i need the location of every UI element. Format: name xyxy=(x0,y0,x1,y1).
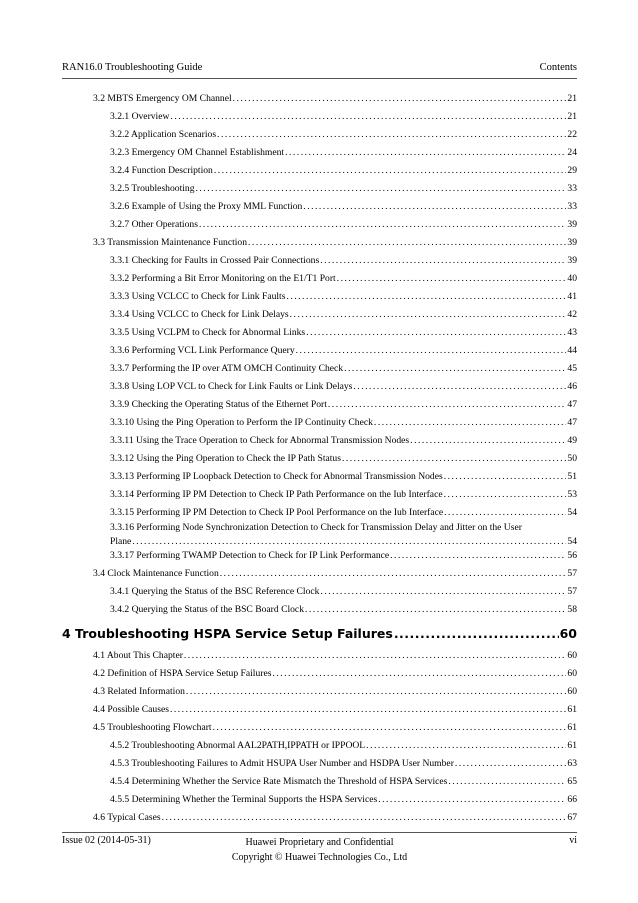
toc-entry-title: 3.2.7 Other Operations xyxy=(110,219,198,230)
toc-entry-page: 40 xyxy=(567,273,577,284)
toc-entry-page: 49 xyxy=(567,435,577,446)
toc-entry-page: 22 xyxy=(567,129,577,140)
dot-leader xyxy=(296,345,567,357)
document-title: RAN16.0 Troubleshooting Guide xyxy=(62,62,203,73)
dot-leader xyxy=(374,417,566,429)
toc-entry-title-continued: Plane xyxy=(110,536,132,547)
toc-entry[interactable] xyxy=(110,507,577,519)
page-number: vi xyxy=(569,835,577,846)
toc-entry[interactable] xyxy=(110,758,577,770)
toc-entry[interactable] xyxy=(110,363,577,375)
toc-entry-page: 47 xyxy=(567,399,577,410)
toc-entry-title: 4.6 Typical Cases xyxy=(93,812,161,823)
toc-entry-title: 4.5.3 Troubleshooting Failures to Admit HSUPA User Number and HSDPA User Number xyxy=(110,758,454,769)
toc-entry-page: 42 xyxy=(567,309,577,320)
dot-leader xyxy=(320,255,566,267)
dot-leader xyxy=(342,453,566,465)
issue-date: Issue 02 (2014-05-31) xyxy=(62,835,151,846)
dot-leader xyxy=(306,327,566,339)
toc-entry[interactable] xyxy=(93,568,577,580)
toc-entry[interactable] xyxy=(110,255,577,267)
toc-entry-page: 56 xyxy=(567,550,577,561)
toc-entry[interactable] xyxy=(110,291,577,303)
toc-entry[interactable] xyxy=(110,521,577,549)
toc-entry-title: 4.4 Possible Causes xyxy=(93,704,169,715)
toc-entry-title: 3.3.6 Performing VCL Link Performance Query xyxy=(110,345,295,356)
toc-entry[interactable] xyxy=(93,668,577,680)
toc-entry-page: 60 xyxy=(567,650,577,661)
section-name: Contents xyxy=(539,62,577,73)
toc-entry-title: 3.2 MBTS Emergency OM Channel xyxy=(93,93,232,104)
dot-leader xyxy=(220,568,567,580)
toc-entry-title: 4.5.2 Troubleshooting Abnormal AAL2PATH,IPPATH or IPPOOL xyxy=(110,740,366,751)
toc-entry[interactable] xyxy=(110,165,577,177)
toc-entry-title: 3.3.14 Performing IP PM Detection to Check IP Path Performance on the Iub Interface xyxy=(110,489,443,500)
toc-entry[interactable] xyxy=(110,273,577,285)
toc-entry-page: 53 xyxy=(567,489,577,500)
dot-leader xyxy=(186,686,566,698)
toc-entry[interactable] xyxy=(110,453,577,465)
toc-entry-page: 50 xyxy=(567,453,577,464)
toc-entry-page: 33 xyxy=(567,201,577,212)
dot-leader xyxy=(285,147,566,159)
toc-entry-page: 39 xyxy=(567,219,577,230)
toc-entry[interactable] xyxy=(93,650,577,662)
toc-entry-page: 67 xyxy=(567,812,577,823)
toc-entry[interactable] xyxy=(110,550,577,562)
toc-entry-title: 3.3.3 Using VCLCC to Check for Link Faults xyxy=(110,291,286,302)
dot-leader xyxy=(353,381,566,393)
toc-entry-page: 21 xyxy=(567,111,577,122)
dot-leader xyxy=(410,435,566,447)
toc-entry-page: 61 xyxy=(567,740,577,751)
toc-entry[interactable] xyxy=(93,237,577,249)
dot-leader xyxy=(328,399,567,411)
toc-entry-title: 3.3.9 Checking the Operating Status of the Ethernet Port xyxy=(110,399,327,410)
toc-entry[interactable] xyxy=(93,722,577,734)
toc-entry-page: 54 xyxy=(567,536,577,547)
toc-entry-title: 3.3.17 Performing TWAMP Detection to Check for IP Link Performance xyxy=(110,550,390,561)
toc-entry-page: 46 xyxy=(567,381,577,392)
toc-entry-page: 63 xyxy=(567,758,577,769)
toc-entry-title: 3.2.6 Example of Using the Proxy MML Function xyxy=(110,201,303,212)
toc-entry-title: 3.3 Transmission Maintenance Function xyxy=(93,237,248,248)
toc-entry-page: 39 xyxy=(567,255,577,266)
toc-entry-title: 3.2.4 Function Description xyxy=(110,165,213,176)
toc-chapter-entry[interactable] xyxy=(62,626,577,641)
dot-leader xyxy=(444,507,566,519)
dot-leader xyxy=(233,93,567,105)
toc-entry-title: 4.5.4 Determining Whether the Service Rate Mismatch the Threshold of HSPA Services xyxy=(110,776,448,787)
toc-entry-title: 4.3 Related Information xyxy=(93,686,185,697)
dot-leader xyxy=(290,309,567,321)
dot-leader xyxy=(272,668,566,680)
toc-entry-title: 3.3.13 Performing IP Loopback Detection to Check for Abnormal Transmission Nodes xyxy=(110,471,443,482)
dot-leader xyxy=(444,471,567,483)
dot-leader xyxy=(444,489,567,501)
toc-entry-title: 3.2.3 Emergency OM Channel Establishment xyxy=(110,147,285,158)
toc-entry[interactable] xyxy=(110,586,577,598)
toc-entry-page: 65 xyxy=(567,776,577,787)
toc-entry-title: 3.3.10 Using the Ping Operation to Perform the IP Continuity Check xyxy=(110,417,373,428)
toc-entry[interactable] xyxy=(110,381,577,393)
toc-entry[interactable] xyxy=(110,435,577,447)
toc-entry-title: 3.2.5 Troubleshooting xyxy=(110,183,195,194)
dot-leader xyxy=(184,650,567,662)
toc-entry[interactable] xyxy=(110,604,577,616)
toc-entry-title: 4.5.5 Determining Whether the Terminal Supports the HSPA Services xyxy=(110,794,378,805)
toc-entry[interactable] xyxy=(110,201,577,213)
toc-entry[interactable] xyxy=(110,794,577,806)
toc-entry-title: 3.3.2 Performing a Bit Error Monitoring on the E1/T1 Port xyxy=(110,273,336,284)
toc-entry-page: 60 xyxy=(567,668,577,679)
dot-leader xyxy=(394,626,559,641)
toc-entry[interactable] xyxy=(110,309,577,321)
toc-entry[interactable] xyxy=(110,399,577,411)
toc-entry-page: 29 xyxy=(567,165,577,176)
toc-entry-title: 3.3.4 Using VCLCC to Check for Link Delays xyxy=(110,309,289,320)
toc-entry-page: 47 xyxy=(567,417,577,428)
dot-leader xyxy=(303,201,566,213)
toc-entry-page: 57 xyxy=(567,586,577,597)
toc-entry-title: 4.1 About This Chapter xyxy=(93,650,183,661)
toc-entry-page: 60 xyxy=(567,686,577,697)
toc-entry-page: 39 xyxy=(567,237,577,248)
toc-entry-page: 44 xyxy=(567,345,577,356)
toc-entry-page: 24 xyxy=(567,147,577,158)
dot-leader xyxy=(378,794,566,806)
dot-leader xyxy=(390,550,566,562)
toc-entry-title: 3.3.11 Using the Trace Operation to Check for Abnormal Transmission Nodes xyxy=(110,435,410,446)
toc-entry-page: 54 xyxy=(567,507,577,518)
toc-entry-title: 3.3.8 Using LOP VCL to Check for Link Faults or Link Delays xyxy=(110,381,353,392)
dot-leader xyxy=(455,758,567,770)
dot-leader xyxy=(214,165,567,177)
toc-entry-title: 3.2.2 Application Scenarios xyxy=(110,129,217,140)
dot-leader xyxy=(448,776,566,788)
toc-entry-page: 66 xyxy=(567,794,577,805)
toc-entry-title: 3.3.5 Using VCLPM to Check for Abnormal Links xyxy=(110,327,306,338)
toc-entry-page: 58 xyxy=(567,604,577,615)
confidentiality-notice: Huawei Proprietary and Confidential xyxy=(245,837,394,848)
dot-leader xyxy=(320,586,566,598)
toc-entry[interactable] xyxy=(110,147,577,159)
toc-entry[interactable] xyxy=(110,219,577,231)
toc-entry-title: 3.2.1 Overview xyxy=(110,111,170,122)
dot-leader xyxy=(217,129,566,141)
toc-entry-title: 4.2 Definition of HSPA Service Setup Failures xyxy=(93,668,272,679)
toc-entry-title: 3.3.16 Performing Node Synchronization Detection to Check for Transmission Delay and Jitter on the User xyxy=(110,522,522,533)
toc-entry[interactable] xyxy=(93,686,577,698)
toc-entry-title: 3.4.1 Querying the Status of the BSC Reference Clock xyxy=(110,586,320,597)
toc-entry-title: 4 Troubleshooting HSPA Service Setup Failures xyxy=(62,626,393,641)
toc-entry-page: 51 xyxy=(567,471,577,482)
toc-entry[interactable] xyxy=(110,740,577,752)
toc-entry[interactable] xyxy=(110,489,577,501)
copyright-block xyxy=(62,835,577,865)
dot-leader xyxy=(213,722,567,734)
toc-entry-title: 3.3.12 Using the Ping Operation to Check the IP Path Status xyxy=(110,453,341,464)
toc-entry-title: 3.3.7 Performing the IP over ATM OMCH Continuity Check xyxy=(110,363,344,374)
toc-entry-page: 45 xyxy=(567,363,577,374)
footer-divider xyxy=(62,832,577,833)
toc-entry[interactable] xyxy=(110,417,577,429)
toc-entry[interactable] xyxy=(93,812,577,824)
toc-entry[interactable] xyxy=(110,111,577,123)
toc-entry[interactable] xyxy=(110,776,577,788)
toc-entry[interactable] xyxy=(110,471,577,483)
toc-entry-title: 3.4 Clock Maintenance Function xyxy=(93,568,219,579)
toc-entry-page: 60 xyxy=(559,626,577,641)
dot-leader xyxy=(170,704,566,716)
toc-entry-page: 41 xyxy=(567,291,577,302)
toc-entry-page: 61 xyxy=(567,722,577,733)
dot-leader xyxy=(286,291,566,303)
toc-entry-title: 3.3.1 Checking for Faults in Crossed Pair Connections xyxy=(110,255,320,266)
toc-entry[interactable] xyxy=(110,327,577,339)
copyright-notice: Copyright © Huawei Technologies Co., Ltd xyxy=(231,852,408,863)
dot-leader xyxy=(162,812,567,824)
toc-entry-page: 57 xyxy=(567,568,577,579)
toc-entry[interactable] xyxy=(110,183,577,195)
dot-leader xyxy=(199,219,566,231)
dot-leader xyxy=(337,273,567,285)
dot-leader xyxy=(305,604,566,616)
toc-entry[interactable] xyxy=(93,704,577,716)
toc-entry-page: 43 xyxy=(567,327,577,338)
toc-entry[interactable] xyxy=(93,93,577,105)
toc-entry-page: 33 xyxy=(567,183,577,194)
dot-leader xyxy=(344,363,566,375)
toc-entry-title: 3.4.2 Querying the Status of the BSC Board Clock xyxy=(110,604,304,615)
toc-entry-title: 4.5 Troubleshooting Flowchart xyxy=(93,722,212,733)
toc-entry-page: 61 xyxy=(567,704,577,715)
dot-leader xyxy=(170,111,566,123)
toc-entry-title: 3.3.15 Performing IP PM Detection to Check IP Pool Performance on the Iub Interface xyxy=(110,507,444,518)
toc-entry-page: 21 xyxy=(567,93,577,104)
dot-leader xyxy=(196,183,567,195)
toc-entry[interactable] xyxy=(110,129,577,141)
dot-leader xyxy=(132,535,566,549)
dot-leader xyxy=(366,740,566,752)
toc-entry[interactable] xyxy=(110,345,577,357)
dot-leader xyxy=(248,237,566,249)
